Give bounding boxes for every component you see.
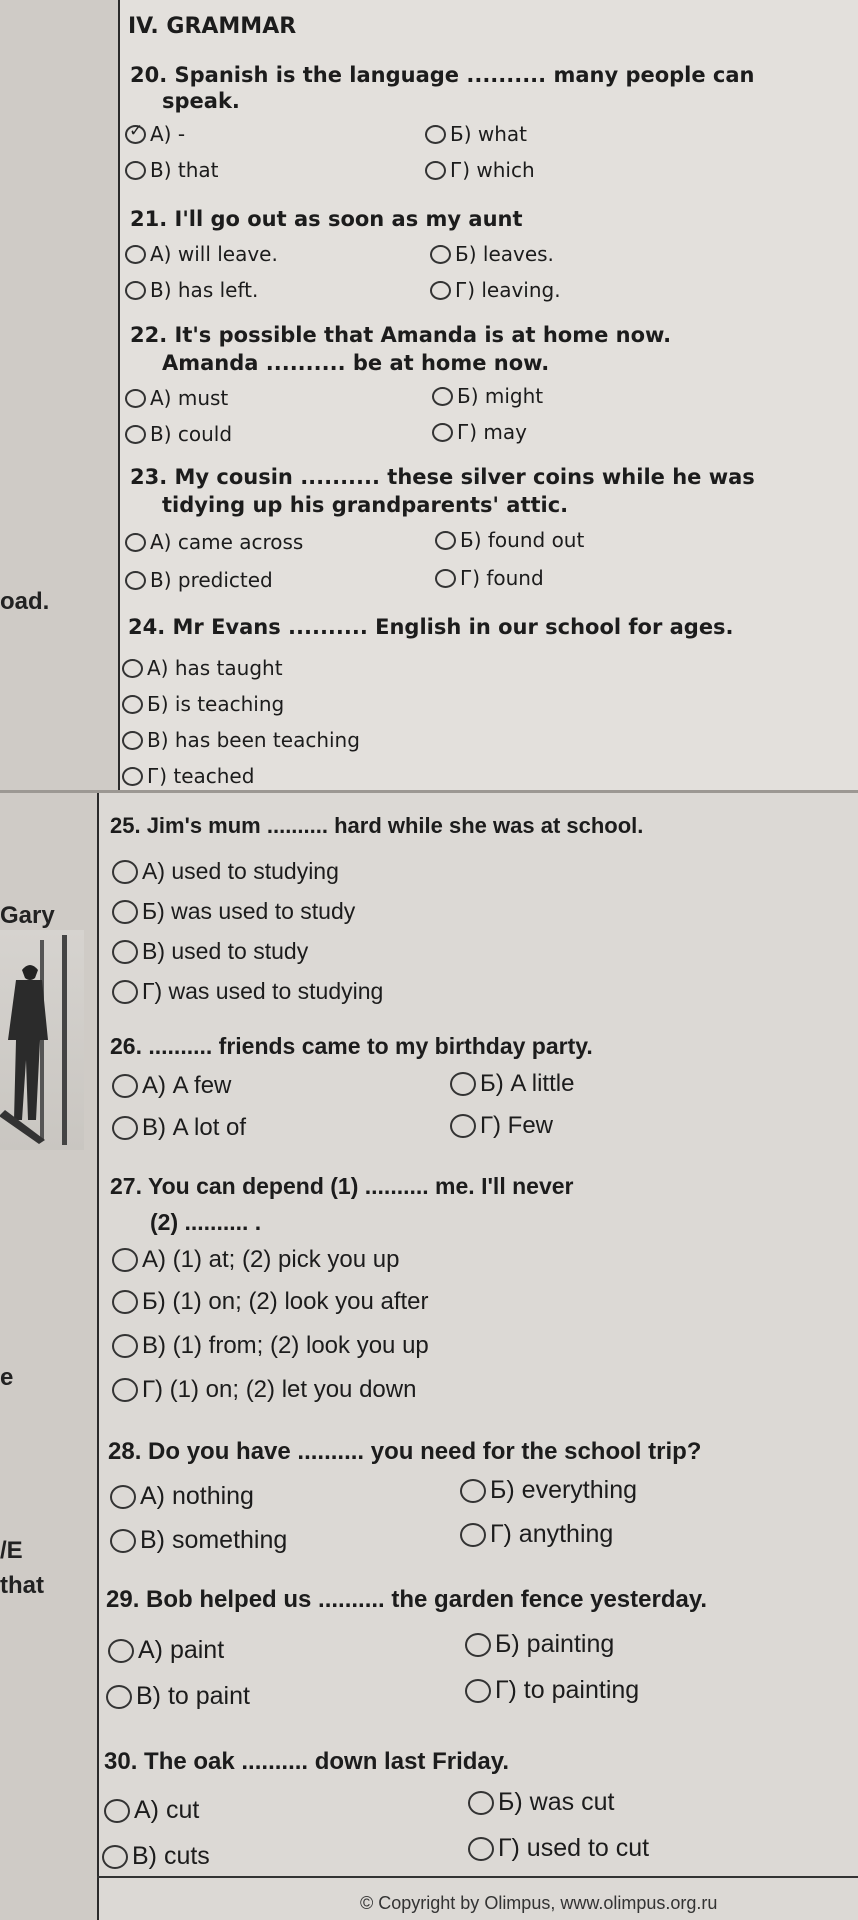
radio-icon[interactable] xyxy=(112,940,138,964)
radio-icon[interactable] xyxy=(460,1479,486,1503)
option-b[interactable] xyxy=(465,1630,614,1659)
margin-text: Gary xyxy=(0,902,55,929)
option-label: В) used to study xyxy=(142,938,309,964)
option-label: А) A few xyxy=(142,1072,232,1099)
option-label: А) (1) at; (2) pick you up xyxy=(142,1246,400,1273)
option-a[interactable] xyxy=(122,656,283,680)
option-label: Б) found out xyxy=(460,528,585,552)
radio-icon[interactable] xyxy=(112,860,138,884)
option-label: В) that xyxy=(150,158,219,182)
radio-icon[interactable] xyxy=(125,161,146,180)
option-b[interactable] xyxy=(450,1070,574,1098)
option-c[interactable] xyxy=(125,158,219,182)
question-stem-continuation: tidying up his grandparents' attic. xyxy=(162,493,569,517)
option-label: Б) (1) on; (2) look you after xyxy=(142,1288,429,1315)
option-label: Б) A little xyxy=(480,1070,575,1097)
radio-icon[interactable] xyxy=(122,731,143,750)
option-b[interactable] xyxy=(112,1288,429,1316)
radio-icon[interactable] xyxy=(125,533,146,552)
radio-icon[interactable] xyxy=(122,695,143,714)
radio-icon[interactable] xyxy=(112,1290,138,1314)
option-label: А) will leave. xyxy=(150,242,278,266)
option-label: Г) to painting xyxy=(495,1676,640,1704)
option-label: А) used to studying xyxy=(142,858,339,884)
radio-icon[interactable] xyxy=(125,425,146,444)
radio-icon[interactable] xyxy=(110,1529,136,1553)
option-label: Г) may xyxy=(457,420,527,444)
checked-radio-icon[interactable] xyxy=(125,125,146,144)
option-label: В) could xyxy=(150,422,233,446)
option-c[interactable] xyxy=(125,278,258,302)
option-c[interactable] xyxy=(112,938,308,965)
option-label: Г) was used to studying xyxy=(142,978,384,1004)
radio-icon[interactable] xyxy=(425,161,446,180)
option-c[interactable] xyxy=(110,1526,287,1555)
option-label: Б) was cut xyxy=(498,1788,615,1816)
radio-icon[interactable] xyxy=(435,569,456,588)
option-label: А) came across xyxy=(150,530,304,554)
margin-text: that xyxy=(0,1572,44,1599)
question-stem-continuation: (2) .......... . xyxy=(150,1209,262,1235)
question-stem: 26. .......... friends came to my birthday party. xyxy=(110,1033,593,1059)
question-stem: 23. My cousin .......... these silver coins while he was xyxy=(130,465,755,489)
option-label: Г) teached xyxy=(147,764,255,788)
radio-icon[interactable] xyxy=(102,1845,128,1869)
option-d[interactable] xyxy=(425,158,535,182)
radio-icon[interactable] xyxy=(112,1334,138,1358)
option-label: В) to paint xyxy=(136,1682,250,1710)
option-c[interactable] xyxy=(106,1682,250,1711)
option-b[interactable] xyxy=(432,384,543,408)
option-a[interactable] xyxy=(125,530,303,554)
option-c[interactable] xyxy=(125,422,232,446)
radio-icon[interactable] xyxy=(125,389,146,408)
question-stem: 25. Jim's mum .......... hard while she was at school. xyxy=(110,813,644,838)
option-b[interactable] xyxy=(122,692,284,716)
option-label: А) nothing xyxy=(140,1482,254,1510)
radio-icon[interactable] xyxy=(465,1679,491,1703)
option-label: А) cut xyxy=(134,1796,200,1824)
radio-icon[interactable] xyxy=(450,1072,476,1096)
option-label: Г) anything xyxy=(490,1520,614,1548)
radio-icon[interactable] xyxy=(112,1074,138,1098)
option-label: Б) what xyxy=(450,122,528,146)
radio-icon[interactable] xyxy=(430,245,451,264)
option-b[interactable] xyxy=(468,1788,614,1817)
radio-icon[interactable] xyxy=(125,571,146,590)
question-stem: 27. You can depend (1) .......... me. I'll never xyxy=(110,1173,574,1199)
question-stem: 22. It's possible that Amanda is at home now. xyxy=(130,323,672,347)
option-d[interactable] xyxy=(468,1834,649,1863)
option-a[interactable] xyxy=(112,1246,399,1274)
margin-text: /E xyxy=(0,1537,23,1564)
option-label: Б) everything xyxy=(490,1476,638,1504)
radio-icon[interactable] xyxy=(122,767,143,786)
option-d[interactable] xyxy=(112,1376,416,1404)
option-label: Г) (1) on; (2) let you down xyxy=(142,1376,417,1403)
question-stem-continuation: speak. xyxy=(162,89,240,113)
radio-icon[interactable] xyxy=(108,1639,134,1663)
option-c[interactable] xyxy=(102,1842,210,1871)
question-stem: 24. Mr Evans .......... English in our school for ages. xyxy=(128,615,734,639)
radio-icon[interactable] xyxy=(465,1633,491,1657)
question-stem: 21. I'll go out as soon as my aunt xyxy=(130,207,523,231)
radio-icon[interactable] xyxy=(112,1116,138,1140)
option-b[interactable] xyxy=(425,122,527,146)
option-a[interactable] xyxy=(125,386,228,410)
radio-icon[interactable] xyxy=(112,980,138,1004)
option-c[interactable] xyxy=(112,1114,246,1142)
option-d[interactable] xyxy=(430,278,561,302)
option-a[interactable] xyxy=(112,858,339,885)
radio-icon[interactable] xyxy=(450,1114,476,1138)
question-stem: 28. Do you have .......... you need for the school trip? xyxy=(108,1438,702,1465)
margin-text: e xyxy=(0,1364,14,1391)
radio-icon[interactable] xyxy=(435,531,456,550)
page-fold xyxy=(0,790,858,793)
option-a[interactable] xyxy=(125,242,278,266)
option-label: В) predicted xyxy=(150,568,273,592)
question-stem: 30. The oak .......... down last Friday. xyxy=(104,1748,509,1775)
option-label: Б) is teaching xyxy=(147,692,285,716)
option-c[interactable] xyxy=(125,568,273,592)
option-d[interactable] xyxy=(435,566,544,590)
option-label: Б) might xyxy=(457,384,544,408)
option-label: В) something xyxy=(140,1526,288,1554)
margin-text: oad. xyxy=(0,588,50,615)
option-a[interactable] xyxy=(125,122,185,146)
option-a[interactable] xyxy=(108,1636,224,1665)
radio-icon[interactable] xyxy=(468,1791,494,1815)
copyright-footer: © Copyright by Olimpus, www.olimpus.org.ru xyxy=(360,1893,718,1913)
radio-icon[interactable] xyxy=(468,1837,494,1861)
option-d[interactable] xyxy=(432,420,527,444)
option-d[interactable] xyxy=(112,978,383,1005)
option-label: А) - xyxy=(150,122,186,146)
option-c[interactable] xyxy=(112,1332,429,1360)
option-d[interactable] xyxy=(450,1112,553,1140)
radio-icon[interactable] xyxy=(112,1378,138,1402)
option-label: Б) painting xyxy=(495,1630,615,1658)
question-stem: 29. Bob helped us .......... the garden fence yesterday. xyxy=(106,1586,708,1613)
option-a[interactable] xyxy=(110,1482,254,1511)
option-b[interactable] xyxy=(435,528,584,552)
option-label: А) must xyxy=(150,386,229,410)
question-stem-continuation: Amanda .......... be at home now. xyxy=(162,351,550,375)
radio-icon[interactable] xyxy=(104,1799,130,1823)
radio-icon[interactable] xyxy=(460,1523,486,1547)
option-d[interactable] xyxy=(460,1520,613,1549)
option-c[interactable] xyxy=(122,728,360,752)
section-title: IV. GRAMMAR xyxy=(128,14,297,39)
option-d[interactable] xyxy=(122,764,254,788)
page-border-line xyxy=(97,1876,858,1878)
option-a[interactable] xyxy=(104,1796,199,1825)
option-label: В) A lot of xyxy=(142,1114,247,1141)
option-label: Г) leaving. xyxy=(455,278,561,302)
option-label: А) has taught xyxy=(147,656,283,680)
option-label: В) (1) from; (2) look you up xyxy=(142,1332,429,1359)
option-label: Г) used to cut xyxy=(498,1834,650,1862)
radio-icon[interactable] xyxy=(430,281,451,300)
option-b[interactable] xyxy=(112,898,355,925)
radio-icon[interactable] xyxy=(112,1248,138,1272)
radio-icon[interactable] xyxy=(432,423,453,442)
option-label: В) has left. xyxy=(150,278,259,302)
option-label: В) has been teaching xyxy=(147,728,360,752)
radio-icon[interactable] xyxy=(432,387,453,406)
option-label: Г) which xyxy=(450,158,535,182)
radio-icon[interactable] xyxy=(122,659,143,678)
option-label: Г) Few xyxy=(480,1112,553,1139)
radio-icon[interactable] xyxy=(110,1485,136,1509)
option-label: Б) leaves. xyxy=(455,242,554,266)
radio-icon[interactable] xyxy=(425,125,446,144)
margin-photo xyxy=(0,930,84,1150)
option-b[interactable] xyxy=(430,242,554,266)
radio-icon[interactable] xyxy=(112,900,138,924)
option-label: Б) was used to study xyxy=(142,898,356,924)
question-stem: 20. Spanish is the language .......... many people can xyxy=(130,63,755,87)
option-label: В) cuts xyxy=(132,1842,210,1870)
radio-icon[interactable] xyxy=(106,1685,132,1709)
option-label: Г) found xyxy=(460,566,544,590)
radio-icon[interactable] xyxy=(125,245,146,264)
option-b[interactable] xyxy=(460,1476,637,1505)
option-d[interactable] xyxy=(465,1676,639,1705)
option-a[interactable] xyxy=(112,1072,231,1100)
option-label: А) paint xyxy=(138,1636,225,1664)
radio-icon[interactable] xyxy=(125,281,146,300)
